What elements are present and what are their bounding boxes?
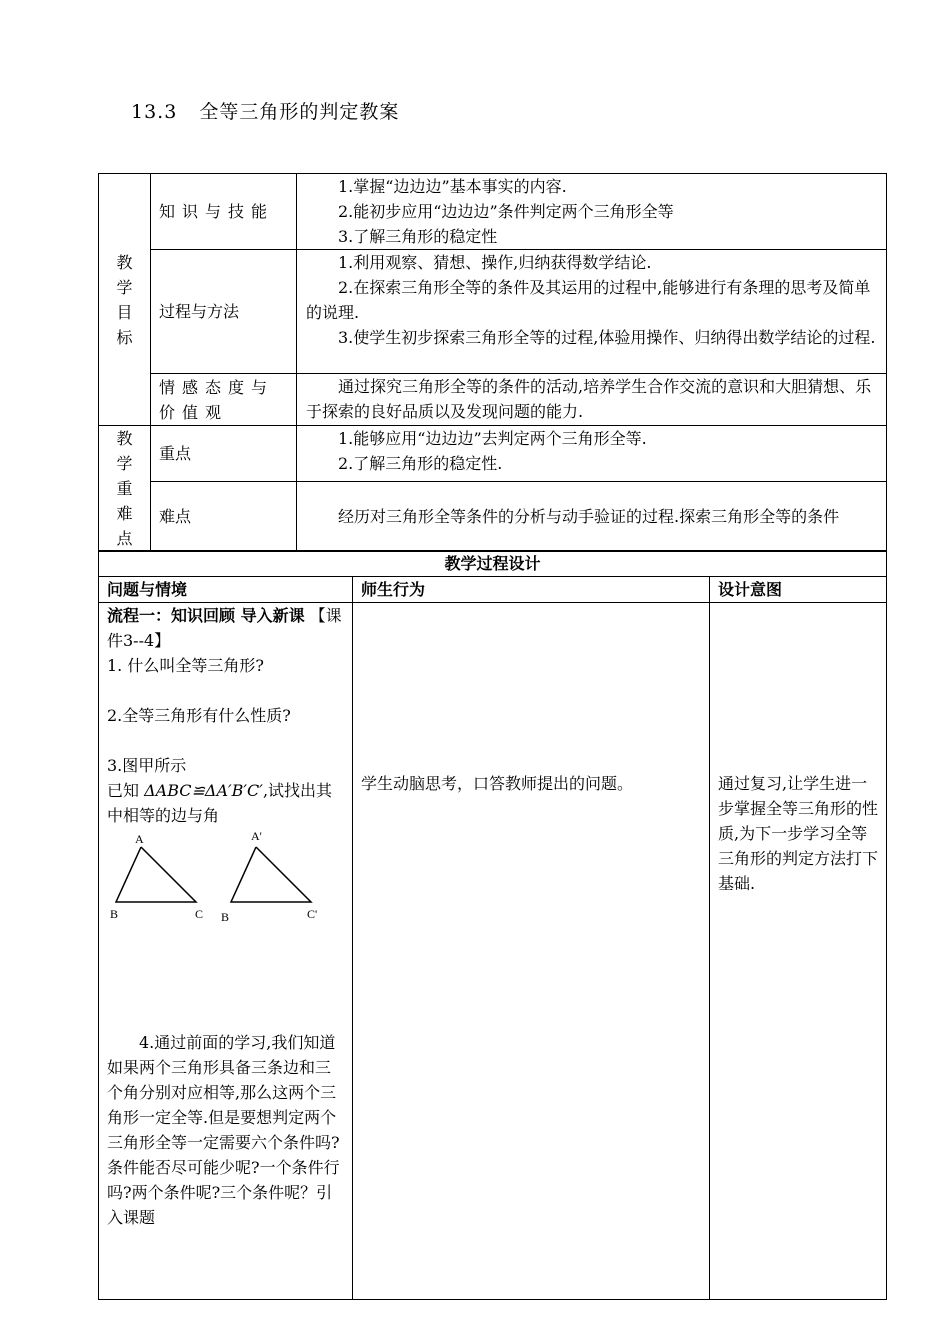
question-4: 4.通过前面的学习,我们知道如果两个三角形具备三条边和三个角分别对应相等,那么这两个三角形一定全等.但是要想判定两个三角形全等一定需要六个条件吗?条件能否尽可能少呢?一个条件行吗?两个条件呢?三个条件呢？引入课题	[107, 1033, 340, 1227]
situation-cell	[99, 603, 353, 1300]
objectives-header: 教学目标	[99, 174, 151, 426]
label-c: C	[195, 907, 204, 921]
objective-knowledge-content: 1.掌握“边边边”基本事实的内容. 2.能初步应用“边边边”条件判定两个三角形全等 3.了解三角形的稳定性	[297, 174, 887, 250]
column-header-situation: 问题与情境	[99, 577, 353, 603]
column-header-behavior: 师生行为	[353, 577, 710, 603]
question-2: 2.全等三角形有什么性质?	[107, 706, 291, 725]
label-b: B	[110, 907, 119, 921]
column-header-intent: 设计意图	[710, 577, 887, 603]
objectives-table	[98, 173, 887, 552]
label-c-prime: C'	[307, 907, 318, 921]
courseware-ref: 【课件3--4】	[107, 606, 342, 650]
keypoints-header: 教学重难点	[99, 426, 151, 552]
question-3-title: 3.图甲所示	[107, 756, 187, 775]
objective-label-process: 过程与方法	[151, 250, 297, 374]
behavior-text: 学生动脑思考，口答教师提出的问题。	[361, 774, 634, 793]
label-b-prime: B	[221, 910, 230, 924]
congruence-formula: ΔABC≌ΔA′B′C′	[144, 781, 263, 800]
question-1: 1. 什么叫全等三角形?	[107, 656, 264, 675]
process-title: 教学过程设计	[99, 551, 887, 577]
objective-label-knowledge: 知识与技能	[151, 174, 297, 250]
keypoint-difficulty-content: 经历对三角形全等条件的分析与动手验证的过程.探索三角形全等的条件	[297, 481, 887, 551]
label-a-prime: A'	[251, 832, 262, 843]
intent-cell	[710, 603, 887, 1300]
keypoint-label-focus: 重点	[151, 426, 297, 482]
title-number: 13.3	[131, 101, 178, 123]
triangle-abc	[116, 847, 196, 902]
title-text: 全等三角形的判定教案	[199, 101, 400, 123]
objective-process-content: 1.利用观察、猜想、操作,归纳获得数学结论. 2.在探索三角形全等的条件及其运用的过程中,能够进行有条理的思考及简单的说理. 3.使学生初步探索三角形全等的过程,体验用操作、归纳得出数学结论的过程.	[297, 250, 887, 374]
objective-attitude-content: 通过探究三角形全等的条件的活动,培养学生合作交流的意识和大胆猜想、乐于探索的良好品质以及发现问题的能力.	[297, 374, 887, 426]
triangle-abc-shape	[116, 847, 196, 902]
process-table	[98, 550, 887, 1300]
triangle-figure	[107, 832, 343, 932]
document-title	[131, 97, 399, 124]
question-3-text: 已知 ΔABC≌ΔA′B′C′,试找出其中相等的边与角	[107, 781, 333, 825]
triangle-a-prime	[231, 847, 311, 902]
keypoint-label-difficulty: 难点	[151, 481, 297, 551]
intent-text: 通过复习,让学生进一步掌握全等三角形的性质,为下一步学习全等三角形的判定方法打下基础.	[718, 774, 879, 893]
objective-label-attitude: 情感态度与价值观	[151, 374, 297, 426]
triangle-a-prime-shape	[231, 847, 311, 902]
label-a: A	[135, 832, 144, 846]
behavior-cell	[353, 603, 710, 1300]
flow-heading: 流程一：知识回顾 导入新课	[107, 606, 305, 625]
keypoint-focus-content: 1.能够应用“边边边”去判定两个三角形全等. 2.了解三角形的稳定性.	[297, 426, 887, 482]
